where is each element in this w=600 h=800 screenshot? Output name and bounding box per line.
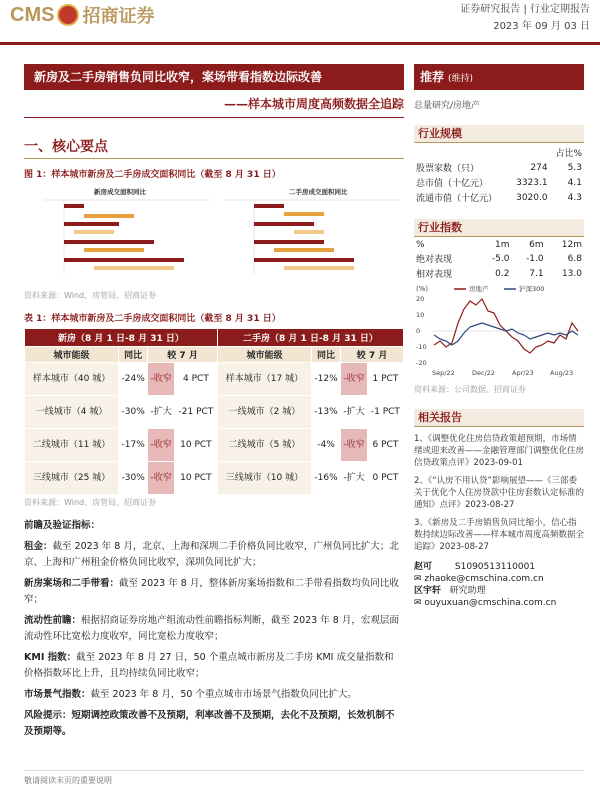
- para-text: 截至 2023 年 8 月，50 个重点城市市场景气指数负同比扩大。: [90, 689, 357, 700]
- row-label: 相对表现: [416, 270, 453, 280]
- series-hs300-line: [434, 323, 578, 345]
- y-tick: 20: [416, 295, 425, 303]
- y-tick: -20: [416, 359, 427, 367]
- para-lead: 前瞻及验证指标：: [24, 520, 101, 531]
- bar: [254, 222, 314, 226]
- row-label: 流通市值（十亿元）: [416, 194, 498, 204]
- bar: [254, 258, 354, 262]
- report-title: 新房及二手房销售负同比收窄，案场带看指数边际改善: [24, 64, 404, 90]
- bar: [284, 266, 354, 270]
- cell-yoy: -12%: [311, 363, 340, 396]
- related-heading: 相关报告: [414, 409, 584, 427]
- cell-city: 一线城市（4 城）: [25, 396, 119, 429]
- sidebar: [414, 64, 584, 609]
- table-row: [414, 190, 584, 205]
- chart-unit: (%): [416, 285, 429, 293]
- cell-pct: 10 PCT: [174, 429, 217, 462]
- fig1-left-bars: [64, 204, 184, 270]
- x-tick: Dec/22: [472, 369, 496, 377]
- bar: [284, 212, 324, 216]
- row-pct: 5.3: [567, 162, 582, 173]
- industry-index-table: [414, 239, 584, 281]
- para-lead: KMI 指数：: [24, 652, 77, 663]
- cell-direction: -收窄: [148, 462, 175, 495]
- bar: [254, 240, 324, 244]
- performance-chart: [414, 283, 584, 379]
- cell-direction: -收窄: [341, 363, 368, 396]
- col-header: %: [416, 240, 425, 250]
- table-row: [25, 429, 404, 462]
- figure-title: 图 1：样本城市新房及二手房成交面积同比（截至 8 月 31 日）: [24, 170, 281, 180]
- cell-pct: -21 PCT: [174, 396, 217, 429]
- fig1-right-bars: [254, 204, 354, 270]
- col-header: 12m: [561, 240, 582, 250]
- cell-yoy: -24%: [119, 363, 148, 396]
- bar: [64, 240, 154, 244]
- para-text: 截至 2023 年 8 月，北京、上海和深圳二手价格负同比收窄，广州负同比扩大；北京、上海和广州租金价格负同比收窄，深圳负同比扩大；: [24, 541, 399, 568]
- col-header: 6m: [529, 240, 544, 250]
- risk-warning: 风险提示：短期调控政策改善不及预期，利率改善不及预期，去化不及预期，长效机制不及预期等。: [24, 710, 395, 737]
- industry-index-heading: 行业指数: [414, 219, 584, 237]
- title-banner: [24, 64, 404, 120]
- table-row: [25, 396, 404, 429]
- para-lead: 新房案场和二手带看：: [24, 578, 120, 589]
- table-row: [414, 266, 584, 281]
- row-value: 7.1: [529, 268, 544, 279]
- report-meta: [460, 0, 590, 32]
- col-header: 城市能级: [217, 347, 311, 363]
- bar: [274, 248, 334, 252]
- y-tick: 10: [416, 311, 425, 319]
- col-header: 较 7 月: [341, 347, 404, 363]
- cell-pct: 4 PCT: [174, 363, 217, 396]
- bar: [64, 222, 119, 226]
- x-tick: Sep/22: [432, 369, 455, 377]
- y-tick: -10: [416, 343, 427, 351]
- row-label: 股票家数（只）: [416, 164, 480, 174]
- main-content: [24, 136, 404, 745]
- row-label: 总市值（十亿元）: [416, 179, 489, 189]
- report-type: 证券研究报告 | 行业定期报告: [460, 4, 590, 15]
- cell-pct: 0 PCT: [367, 462, 403, 495]
- table-title: 表 1：样本城市新房及二手房成交面积同比（截至 8 月 31 日）: [24, 314, 281, 324]
- rating-box: [414, 64, 584, 90]
- figure-source: 资料来源：Wind、房管局、招商证券: [24, 291, 157, 300]
- cell-direction: -收窄: [341, 429, 368, 462]
- analyst-email[interactable]: ouyuxuan@cmschina.com.cn: [424, 598, 557, 608]
- cell-direction: -收窄: [148, 429, 175, 462]
- logo-cms-text: CMS: [10, 3, 55, 26]
- col-header: 城市能级: [25, 347, 119, 363]
- x-tick: Apr/23: [512, 369, 534, 377]
- col-header: 同比: [119, 347, 148, 363]
- report-date: 2023 年 09 月 03 日: [493, 21, 590, 32]
- analyst-name: 区宇轩: [414, 586, 442, 596]
- analyst-role: 研究助理: [449, 586, 486, 596]
- paragraph: [24, 518, 400, 534]
- analyst-email[interactable]: zhaoke@cmschina.com.cn: [424, 574, 544, 584]
- cell-city: 一线城市（2 城）: [217, 396, 311, 429]
- y-tick: 0: [416, 327, 421, 335]
- table-row: [414, 175, 584, 190]
- logo: [10, 2, 154, 28]
- cell-yoy: -4%: [311, 429, 340, 462]
- paragraph: [24, 613, 400, 645]
- row-pct: 4.1: [567, 177, 582, 188]
- row-value: 6.8: [567, 253, 582, 264]
- row-value: 274: [530, 162, 548, 173]
- section-heading: 一、核心要点: [24, 136, 404, 159]
- row-pct: 4.3: [567, 192, 582, 203]
- page-header: [0, 0, 600, 46]
- analyst-id: S1090513110001: [454, 562, 536, 572]
- analyst-name: 赵可: [414, 562, 433, 572]
- cell-city: 三线城市（10 城）: [217, 462, 311, 495]
- bar: [94, 266, 174, 270]
- sector-label: 总量研究/房地产: [414, 101, 481, 111]
- cell-pct: 6 PCT: [367, 429, 403, 462]
- cell-yoy: -16%: [311, 462, 340, 495]
- table-source: 资料来源：Wind、房管局、招商证券: [24, 498, 157, 507]
- cell-city: 样本城市（40 城）: [25, 363, 119, 396]
- table-row: [414, 160, 584, 175]
- para-text: 截至 2023 年 8 月 27 日，50 个重点城市新房及二手房 KMI 成交量指数和价格指数环比上升，且均持续负同比收窄；: [24, 652, 394, 679]
- logo-cn-text: 招商证券: [82, 6, 155, 27]
- row-value: -1.0: [526, 253, 544, 264]
- para-lead: 市场景气指数：: [24, 689, 91, 700]
- cell-direction: -收窄: [148, 363, 175, 396]
- industry-size-heading: 行业规模: [414, 125, 584, 143]
- related-report[interactable]: 1、《调整优化住房信贷政策超预期，市场情绪或迎来改善——金融管理部门调整优化住房信贷政策点评》2023-09-01: [414, 434, 585, 468]
- cell-direction: -扩大: [148, 396, 175, 429]
- mail-icon: ✉: [414, 574, 422, 584]
- fig1-left-title: 新房成交面积同比: [94, 188, 146, 196]
- para-text: 截至 2023 年 8 月，整体新房案场指数和二手带看指数均负同比收窄；: [24, 578, 399, 605]
- chart-source: 资料来源：公司数据、招商证券: [414, 385, 526, 394]
- col-header: 较 7 月: [148, 347, 218, 363]
- table-row: [414, 251, 584, 266]
- page-footer: 敬请阅读末页的重要说明: [24, 770, 584, 786]
- para-lead: 租金：: [24, 541, 53, 552]
- paragraph: [24, 650, 400, 682]
- table-row: [25, 462, 404, 495]
- bar: [84, 248, 144, 252]
- fig1-right-title: 二手房成交面积同比: [289, 188, 348, 196]
- row-value: -5.0: [491, 253, 510, 264]
- industry-pct-header: 占比%: [555, 149, 582, 159]
- bar: [254, 204, 284, 208]
- col-header: 同比: [311, 347, 340, 363]
- cell-yoy: -17%: [119, 429, 148, 462]
- related-report[interactable]: 3、《新房及二手房销售负同比缩小，信心指数持续边际改善——样本城市周度高频数据全追踪》2023-08-27: [414, 518, 585, 552]
- para-lead: 流动性前瞻：: [24, 615, 82, 626]
- para-text: 根据招商证券房地产组流动性前瞻指标判断，截至 2023 年 8 月，宏观层面流动性环比宽松力度收窄，同比宽松力度收窄；: [24, 615, 399, 642]
- series-re-line: [434, 299, 578, 353]
- cell-city: 二线城市（5 城）: [217, 429, 311, 462]
- logo-emblem-icon: [57, 4, 79, 26]
- group-new-header: 新房（8 月 1 日-8 月 31 日）: [25, 329, 218, 347]
- cell-city: 三线城市（25 城）: [25, 462, 119, 495]
- paragraph: [24, 687, 400, 703]
- cell-pct: 10 PCT: [174, 462, 217, 495]
- table-row: [25, 363, 404, 396]
- cell-pct: 1 PCT: [367, 363, 403, 396]
- cell-direction: -扩大: [341, 396, 368, 429]
- data-table: [24, 328, 404, 495]
- bar: [74, 230, 114, 234]
- bar: [64, 258, 184, 262]
- legend-re: 房地产: [469, 285, 489, 293]
- cell-direction: -扩大: [341, 462, 368, 495]
- row-value: 3020.0: [516, 192, 548, 203]
- group-second-header: 二手房（8 月 1 日-8 月 31 日）: [217, 329, 403, 347]
- related-report[interactable]: 2、《“认房不用认贷”影响展望——《三部委关于优化个人住房贷款中住房套数认定标准的通知》点评》2023-08-27: [414, 476, 585, 510]
- report-subtitle: ——样本城市周度高频数据全追踪: [24, 90, 404, 118]
- cell-pct: -1 PCT: [367, 396, 403, 429]
- paragraph: [24, 539, 400, 571]
- bar: [294, 230, 324, 234]
- table-header-row: [25, 347, 404, 363]
- cell-yoy: -13%: [311, 396, 340, 429]
- x-tick: Aug/23: [550, 369, 574, 377]
- legend-hs300: 沪深300: [519, 285, 545, 293]
- row-value: 13.0: [561, 268, 582, 279]
- table-header-row: [414, 239, 584, 251]
- analyst-block: [414, 561, 584, 609]
- rating-label: 推荐: [420, 70, 445, 84]
- cell-city: 样本城市（17 城）: [217, 363, 311, 396]
- body-text: [24, 518, 400, 740]
- header-rule: [0, 42, 600, 45]
- rating-note: (维持): [448, 74, 474, 84]
- paragraph: [24, 576, 400, 608]
- table-group-row: [25, 329, 404, 347]
- row-value: 0.2: [495, 268, 510, 279]
- cell-yoy: -30%: [119, 462, 148, 495]
- cell-yoy: -30%: [119, 396, 148, 429]
- mail-icon: ✉: [414, 598, 422, 608]
- row-label: 绝对表现: [416, 255, 453, 265]
- row-value: 3323.1: [516, 177, 548, 188]
- bar: [84, 214, 134, 218]
- bar: [64, 204, 84, 208]
- figure-1: [24, 184, 404, 284]
- cell-city: 二线城市（11 城）: [25, 429, 119, 462]
- col-header: 1m: [494, 240, 510, 250]
- industry-size-table: [414, 145, 584, 205]
